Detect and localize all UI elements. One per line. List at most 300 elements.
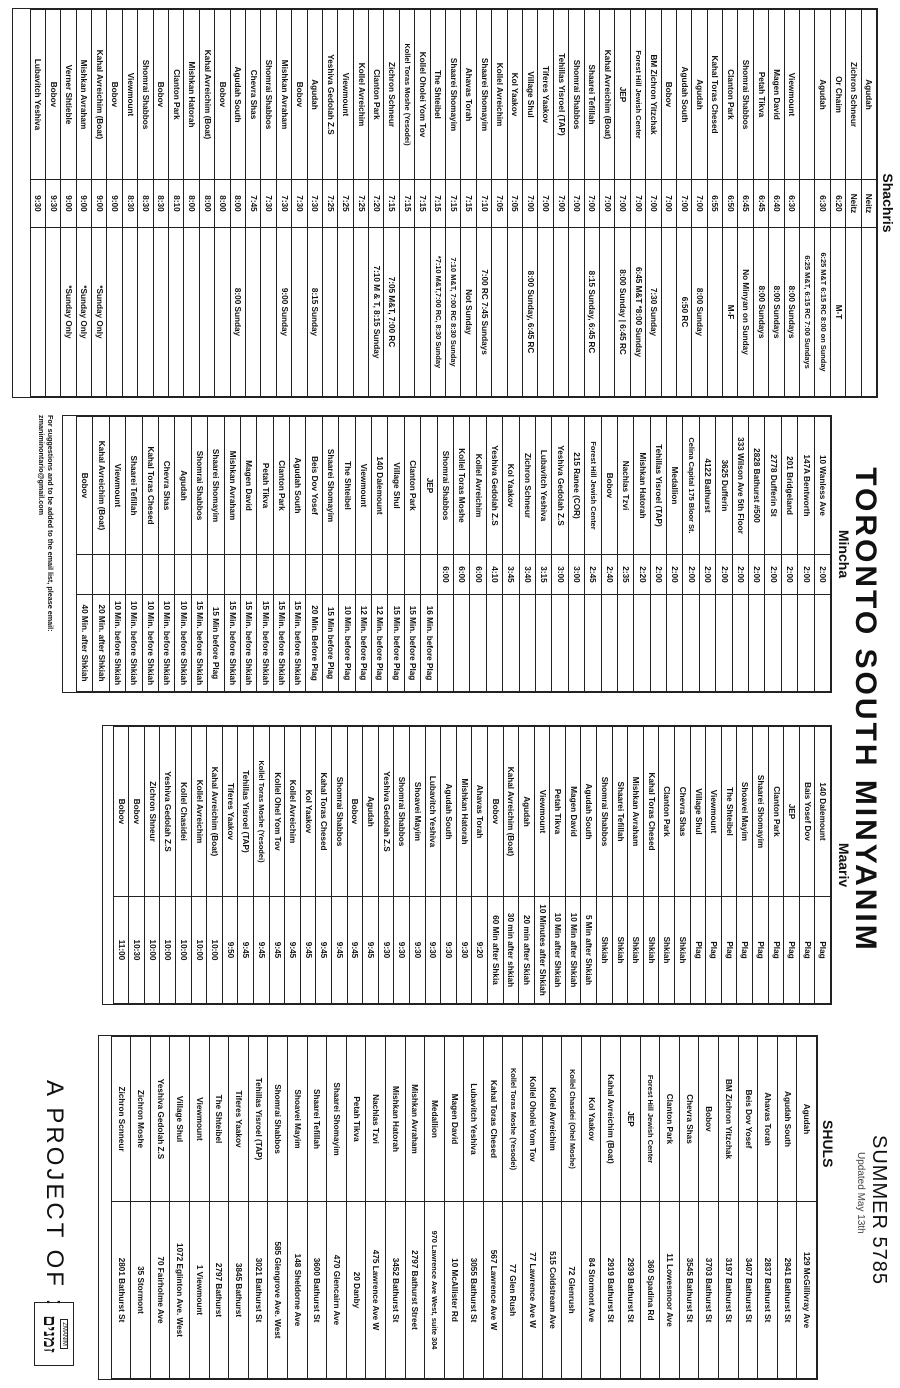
mincha-row — [552, 417, 568, 692]
maariv-cell: 10:00 — [207, 897, 223, 1004]
mincha-cell — [322, 555, 338, 595]
mincha-cell: Magen David — [240, 417, 256, 555]
maariv-cell: Village Shul — [690, 727, 706, 897]
shachris-cell — [261, 228, 276, 397]
shuls-cell: 2919 Bathurst St — [601, 1202, 621, 1379]
shuls-row — [562, 1037, 582, 1379]
shachris-cell: 6:55 — [707, 180, 722, 228]
mincha-row — [109, 417, 125, 692]
shachris-cell: 7:30 — [261, 180, 276, 228]
maariv-cell: 5 Min after Shkiah — [581, 897, 597, 1004]
shuls-cell: 470 Glencairn Ave — [327, 1202, 347, 1379]
mincha-row — [519, 417, 535, 692]
mincha-cell: 2:00 — [667, 555, 683, 595]
shuls-cell: 70 Fairholme Ave — [150, 1202, 170, 1379]
maariv-cell: 9:45 — [363, 897, 379, 1004]
mincha-row — [290, 417, 306, 692]
mincha-cell — [339, 555, 355, 595]
shuls-row — [385, 1037, 405, 1379]
shuls-cell: Mishkan Hatorah — [385, 1037, 405, 1202]
maariv-cell: Shomrai Shabbos — [332, 727, 348, 897]
maariv-cell: Shkiah — [675, 897, 691, 1004]
mincha-cell: 2:40 — [601, 555, 617, 595]
mincha-cell: 2:00 — [732, 555, 748, 595]
shachris-cell: 9:00 — [76, 180, 91, 228]
shuls-row — [503, 1037, 523, 1379]
mincha-table — [76, 416, 831, 692]
shuls-cell: 2797 Bathurst Street — [405, 1202, 425, 1379]
mincha-cell: 4122 Bathurst — [699, 417, 715, 555]
maariv-cell: 10:00 — [176, 897, 192, 1004]
shuls-cell: Mishkan Avraham — [405, 1037, 425, 1202]
shachris-cell: Village Shul — [523, 10, 538, 180]
mincha-row — [273, 417, 289, 692]
mincha-cell: 10 Wanless Ave — [814, 417, 830, 555]
shachris-row — [245, 10, 260, 397]
mincha-cell — [568, 595, 584, 692]
mincha-cell: 15 Min. before Shkiah — [240, 595, 256, 692]
shachris-cell: Bobov — [661, 10, 676, 180]
shuls-cell: 10 McAllister Rd — [444, 1202, 464, 1379]
mincha-cell: 3:00 — [568, 555, 584, 595]
mincha-cell: 2:35 — [617, 555, 633, 595]
maariv-cell: 10 Min after Shkiah — [565, 897, 581, 1004]
mincha-cell — [519, 595, 535, 692]
shuls-row — [523, 1037, 543, 1379]
mincha-cell — [437, 595, 453, 692]
shachris-cell: 7:10 M & T, 8:15 Sunday — [369, 228, 384, 397]
shachris-cell: Viewmount — [122, 10, 137, 180]
shuls-cell: 20 Danby — [346, 1202, 366, 1379]
shuls-cell: Tehillas Yisroel (TAP) — [248, 1037, 268, 1202]
maariv-cell: 10 Minutes after Shkiah — [534, 897, 550, 1004]
shachris-cell: 6:25 M&T, 6:15 RC 7:00 Sundays — [800, 228, 815, 397]
shuls-cell: Kollel Avreichim — [542, 1037, 562, 1202]
shachris-cell: 9:30 — [30, 180, 45, 228]
maariv-row — [347, 727, 363, 1004]
shuls-cell: 585 Glengrove Ave. West — [268, 1202, 288, 1379]
maariv-cell: Bobov — [129, 727, 145, 897]
mincha-cell — [77, 555, 93, 595]
mincha-row — [142, 417, 158, 692]
mincha-row — [699, 417, 715, 692]
maariv-row — [753, 727, 769, 1004]
shuls-row — [229, 1037, 249, 1379]
mincha-cell — [158, 555, 174, 595]
shachris-cell: Clanton Park — [369, 10, 384, 180]
maariv-cell: Yeshiva Gedolah Z.S — [378, 727, 394, 897]
mincha-panel — [62, 415, 832, 693]
shachris-cell: 8:00 Sundays — [753, 228, 768, 397]
mincha-cell — [388, 555, 404, 595]
maariv-cell: 9:30 — [378, 897, 394, 1004]
shachris-cell — [199, 228, 214, 397]
maariv-row — [690, 727, 706, 1004]
shachris-cell: Kollel Avreichim — [492, 10, 507, 180]
maariv-cell: 9:30 — [409, 897, 425, 1004]
shachris-row — [353, 10, 368, 397]
shuls-row — [327, 1037, 347, 1379]
shuls-cell: 3703 Bathurst St — [699, 1202, 719, 1379]
mincha-cell: Clanton Park — [404, 417, 420, 555]
mincha-title: Mincha — [836, 529, 852, 579]
maariv-cell: 9:20 — [472, 897, 488, 1004]
logo-small-text: ZMANIM — [60, 1319, 68, 1349]
maariv-row — [409, 727, 425, 1004]
shuls-cell: Bobov — [699, 1037, 719, 1202]
mincha-cell: 20 Min. Before Plag — [306, 595, 322, 692]
maariv-cell: 10:00 — [160, 897, 176, 1004]
mincha-row — [339, 417, 355, 692]
shachris-cell — [45, 228, 60, 397]
mincha-cell: 2828 Bathurst #500 — [749, 417, 765, 555]
mincha-row — [322, 417, 338, 692]
shachris-cell: Mishkan Avraham — [76, 10, 91, 180]
shachris-row — [430, 10, 445, 397]
shachris-cell — [415, 228, 430, 397]
shachris-cell: 7:00 — [569, 180, 584, 228]
mincha-cell: Mishkan Avraham — [224, 417, 240, 555]
shachris-cell — [538, 228, 553, 397]
mincha-cell: Clanton Park — [273, 417, 289, 555]
maariv-row — [534, 727, 550, 1004]
shachris-cell: 8:30 — [122, 180, 137, 228]
shachris-cell: 8:15 Sunday, 6:45 RC — [584, 228, 599, 397]
shachris-row — [815, 10, 830, 397]
shuls-cell: 3407 Bathurst St — [738, 1202, 758, 1379]
shachris-cell: 7:15 — [384, 180, 399, 228]
shachris-cell: 6:30 — [784, 180, 799, 228]
shachris-row — [122, 10, 137, 397]
shachris-cell: 7:00 — [661, 180, 676, 228]
mincha-row — [175, 417, 191, 692]
maariv-cell: Kahal Avreichim (Boat) — [503, 727, 519, 897]
mincha-row — [224, 417, 240, 692]
maariv-row — [191, 727, 207, 1004]
shachris-row — [492, 10, 507, 397]
shuls-cell: Shaarei Tefillah — [307, 1037, 327, 1202]
shachris-cell — [599, 228, 614, 397]
mincha-cell: Chevra Shas — [158, 417, 174, 555]
mincha-cell: 12 Min. before Plag — [372, 595, 388, 692]
shachris-cell: Lubavitch Yeshiva — [30, 10, 45, 180]
page-title: TORONTO SOUTH MINYANIM — [849, 467, 882, 953]
mincha-cell: 2:00 — [749, 555, 765, 595]
shachris-cell: 7:00 — [523, 180, 538, 228]
mincha-cell — [699, 595, 715, 692]
mincha-cell — [355, 555, 371, 595]
mincha-cell — [535, 595, 551, 692]
shuls-row — [464, 1037, 484, 1379]
maariv-cell: 9:30 — [456, 897, 472, 1004]
maariv-row — [675, 727, 691, 1004]
shachris-cell: 7:10 M&T, 7:00 RC 8:30 Sunday — [446, 228, 461, 397]
mincha-row — [765, 417, 781, 692]
mincha-row — [585, 417, 601, 692]
mincha-cell: Zichron Schneur — [519, 417, 535, 555]
mincha-cell: 2:00 — [716, 555, 732, 595]
maariv-row — [441, 727, 457, 1004]
mincha-cell: 3:15 — [535, 555, 551, 595]
shachris-cell: Shomrai Shabbos — [738, 10, 753, 180]
mincha-cell: Bobov — [601, 417, 617, 555]
mincha-cell — [224, 555, 240, 595]
mincha-cell — [421, 555, 437, 595]
mincha-cell: 2:00 — [798, 555, 814, 595]
maariv-cell: Shomrai Shabbos — [394, 727, 410, 897]
mincha-cell — [667, 595, 683, 692]
maariv-cell: Plag — [690, 897, 706, 1004]
maariv-row — [721, 727, 737, 1004]
shachris-cell: Bobov — [215, 10, 230, 180]
shuls-cell: Yeshiva Gedolah Z.S — [150, 1037, 170, 1202]
mincha-cell: 15 Min. before Shkiah — [191, 595, 207, 692]
maariv-cell: Mishkan Hatorah — [456, 727, 472, 897]
maariv-table — [113, 726, 831, 1004]
maariv-cell: Lubavitch Yeshiva — [425, 727, 441, 897]
shachris-row — [861, 10, 876, 397]
mincha-cell — [749, 595, 765, 692]
shachris-cell: 7:00 — [646, 180, 661, 228]
shuls-cell: 515 Coldstream Ave — [542, 1202, 562, 1379]
maariv-cell: 10 Min after Shkiah — [550, 897, 566, 1004]
shachris-cell: 7:00 — [599, 180, 614, 228]
mincha-cell: Yeshiva Gedolah Z.S — [486, 417, 502, 555]
maariv-cell: Chevra Shas — [675, 727, 691, 897]
mincha-row — [240, 417, 256, 692]
shachris-cell: 7:30 — [292, 180, 307, 228]
mincha-cell: 3:40 — [519, 555, 535, 595]
logo-hebrew: זמנים — [39, 1315, 60, 1353]
maariv-cell: Viewmount — [706, 727, 722, 897]
maariv-cell: Viewmount — [534, 727, 550, 897]
shuls-cell: 3021 Bathurst St — [248, 1202, 268, 1379]
shuls-cell: 1072 Eglinton Ave. West — [170, 1202, 190, 1379]
shachris-row — [692, 10, 707, 397]
maariv-cell: Plag — [721, 897, 737, 1004]
mincha-cell: 2:45 — [585, 555, 601, 595]
shachris-cell: JEP — [615, 10, 630, 180]
shuls-cell: Shomrai Shabbos — [268, 1037, 288, 1202]
mincha-row — [486, 417, 502, 692]
shachris-row — [569, 10, 584, 397]
maariv-cell: Bobov — [347, 727, 363, 897]
shachris-cell: 7:10 — [476, 180, 491, 228]
shachris-cell: Clanton Park — [723, 10, 738, 180]
shachris-cell: Viewmount — [338, 10, 353, 180]
maariv-row — [597, 727, 613, 1004]
shachris-cell: Shomrai Shabbos — [138, 10, 153, 180]
shachris-cell: 7:00 — [676, 180, 691, 228]
shachris-cell: 7:20 — [369, 180, 384, 228]
shachris-row — [446, 10, 461, 397]
mincha-cell: 201 Bridgeland — [781, 417, 797, 555]
mincha-cell: 140 Dalemount — [372, 417, 388, 555]
maariv-cell: 9:30 — [441, 897, 457, 1004]
shachris-cell: Tehillas Yisroel (TAP) — [553, 10, 568, 180]
maariv-row — [238, 727, 254, 1004]
maariv-cell: 9:45 — [316, 897, 332, 1004]
maariv-row — [363, 727, 379, 1004]
mincha-cell: Kahal Toras Chesed — [142, 417, 158, 555]
shachris-cell: 8:00 Sunday, 6:45 RC — [523, 228, 538, 397]
maariv-row — [628, 727, 644, 1004]
shuls-cell: 360 Spadina Rd — [640, 1202, 660, 1379]
mincha-cell: Forest Hill Jewish Center — [585, 417, 601, 555]
mincha-cell — [208, 555, 224, 595]
shuls-row — [640, 1037, 660, 1379]
maariv-cell: Shkiah — [612, 897, 628, 1004]
maariv-cell: Shomrai Shabbos — [597, 727, 613, 897]
shachris-row — [153, 10, 168, 397]
shachris-cell: 7:30 Sunday — [646, 228, 661, 397]
mincha-cell: Nachlas Tzvi — [617, 417, 633, 555]
shuls-cell: Shoavei Mayim — [287, 1037, 307, 1202]
maariv-cell: 11:00 — [113, 897, 129, 1004]
shachris-cell: Bobov — [107, 10, 122, 180]
mincha-row — [437, 417, 453, 692]
mincha-cell — [781, 595, 797, 692]
shachris-cell: 6:30 — [815, 180, 830, 228]
shuls-cell: Zichron Moshe — [131, 1037, 151, 1202]
mincha-cell — [404, 555, 420, 595]
shachris-cell: 7:30 — [307, 180, 322, 228]
maariv-cell: Tiferes Yaakov — [222, 727, 238, 897]
shachris-cell: 7:00 — [615, 180, 630, 228]
mincha-cell: 15 Min. before Plag — [388, 595, 404, 692]
mincha-row — [404, 417, 420, 692]
mincha-cell: Tehillas Yisroel (TAP) — [650, 417, 666, 555]
shuls-cell: Shaarei Shomayim — [327, 1037, 347, 1202]
maariv-cell: Shkiah — [643, 897, 659, 1004]
maariv-cell: 10:00 — [144, 897, 160, 1004]
shuls-cell: 2939 Bathurst St — [621, 1202, 641, 1379]
shachris-row — [707, 10, 722, 397]
maariv-row — [581, 727, 597, 1004]
shachris-cell: 7:15 — [461, 180, 476, 228]
mincha-cell: 3:00 — [552, 555, 568, 595]
maariv-row — [784, 727, 800, 1004]
mincha-cell: 10 Min. before Shkiah — [109, 595, 125, 692]
shuls-cell: 77 Lawrence Ave W — [523, 1202, 543, 1379]
shachris-cell: M-T — [830, 228, 845, 397]
mincha-cell: 15 Min. before Plag — [404, 595, 420, 692]
shachris-cell: No Minyan on Sunday — [738, 228, 753, 397]
shachris-cell — [507, 228, 522, 397]
shuls-cell: 84 Stormont Ave — [581, 1202, 601, 1379]
shachris-cell: 8:00 Sundays — [769, 228, 784, 397]
shuls-cell: 35 Stormont — [131, 1202, 151, 1379]
shuls-cell: 3197 Bathurst St — [719, 1202, 739, 1379]
maariv-row — [332, 727, 348, 1004]
maariv-cell: Shoavei Mayim — [737, 727, 753, 897]
shuls-panel — [98, 1035, 818, 1380]
shuls-row — [581, 1037, 601, 1379]
shachris-cell: 7:05 M&T, 7:00 RC — [384, 228, 399, 397]
mincha-cell — [503, 595, 519, 692]
shachris-cell: Tiferes Yaakov — [538, 10, 553, 180]
shachris-cell: Clanton Park — [169, 10, 184, 180]
shachris-row — [276, 10, 291, 397]
zmanim-logo — [34, 1302, 74, 1366]
mincha-cell — [585, 595, 601, 692]
shachris-cell: 8:00 — [199, 180, 214, 228]
shachris-cell — [153, 228, 168, 397]
shuls-cell: 77 Glen Rush — [503, 1202, 523, 1379]
shachris-cell: Mishkan Hatorah — [184, 10, 199, 180]
mincha-cell — [765, 595, 781, 692]
shachris-cell: Magen David — [769, 10, 784, 180]
shachris-row — [215, 10, 230, 397]
mincha-cell: 2:00 — [650, 555, 666, 595]
shachris-row — [230, 10, 245, 397]
shachris-row — [738, 10, 753, 397]
shachris-row — [307, 10, 322, 397]
mincha-cell: Yeshiva Gedolah Z.S — [552, 417, 568, 555]
shachris-row — [384, 10, 399, 397]
shuls-cell: 3452 Bathurst St — [385, 1202, 405, 1379]
mincha-row — [77, 417, 93, 692]
maariv-cell: Kollel Avreichim — [285, 727, 301, 897]
shuls-row — [366, 1037, 386, 1379]
shuls-cell: 72 Glenrush — [562, 1202, 582, 1379]
shachris-cell — [492, 228, 507, 397]
shuls-cell: Agudah — [797, 1037, 817, 1202]
mincha-cell — [634, 595, 650, 692]
mincha-row — [470, 417, 486, 692]
shuls-row — [777, 1037, 797, 1379]
maariv-cell: Kahal Toras Chesed — [643, 727, 659, 897]
shuls-cell: 3055 Bathurst St — [464, 1202, 484, 1379]
maariv-cell: 60 Min after Shkia — [487, 897, 503, 1004]
shachris-cell: 8:00 — [184, 180, 199, 228]
shachris-cell: *7:10 M&T,7:00 RC, 8:30 Sunday — [430, 228, 445, 397]
mincha-cell — [109, 555, 125, 595]
shuls-row — [542, 1037, 562, 1379]
shuls-row — [248, 1037, 268, 1379]
maariv-row — [176, 727, 192, 1004]
maariv-row — [394, 727, 410, 1004]
mincha-cell — [732, 595, 748, 692]
maariv-cell: 9:30 — [425, 897, 441, 1004]
shachris-cell — [800, 180, 815, 228]
maariv-cell: Bais Yosef Dov — [799, 727, 815, 897]
shachris-row — [676, 10, 691, 397]
shachris-cell: Agudah — [815, 10, 830, 180]
maariv-cell: 9:45 — [285, 897, 301, 1004]
mincha-cell: Kahal Avreichim (Boat) — [93, 417, 109, 555]
shachris-cell: 6:45 M&T *8:00 Sunday — [630, 228, 645, 397]
shachris-cell: The Shteibel — [430, 10, 445, 180]
maariv-cell: Kahal Toras Chesed — [316, 727, 332, 897]
mincha-cell — [683, 595, 699, 692]
mincha-cell: 20 Min. after Shkiah — [93, 595, 109, 692]
mincha-cell: 15 Min. before Shkiah — [224, 595, 240, 692]
shuls-cell: Medallion — [425, 1037, 445, 1202]
mincha-cell — [93, 555, 109, 595]
mincha-cell — [716, 595, 732, 692]
mincha-cell — [306, 555, 322, 595]
shachris-cell: 7:30 — [276, 180, 291, 228]
shachris-cell: Bobov — [292, 10, 307, 180]
maariv-row — [737, 727, 753, 1004]
mincha-cell: 6:00 — [470, 555, 486, 595]
mincha-cell: Mishkan Hatorah — [634, 417, 650, 555]
shuls-row — [150, 1037, 170, 1379]
shuls-cell: JEP — [621, 1037, 641, 1202]
shachris-cell: 6:45 — [753, 180, 768, 228]
shachris-cell: Or Chaim — [830, 10, 845, 180]
